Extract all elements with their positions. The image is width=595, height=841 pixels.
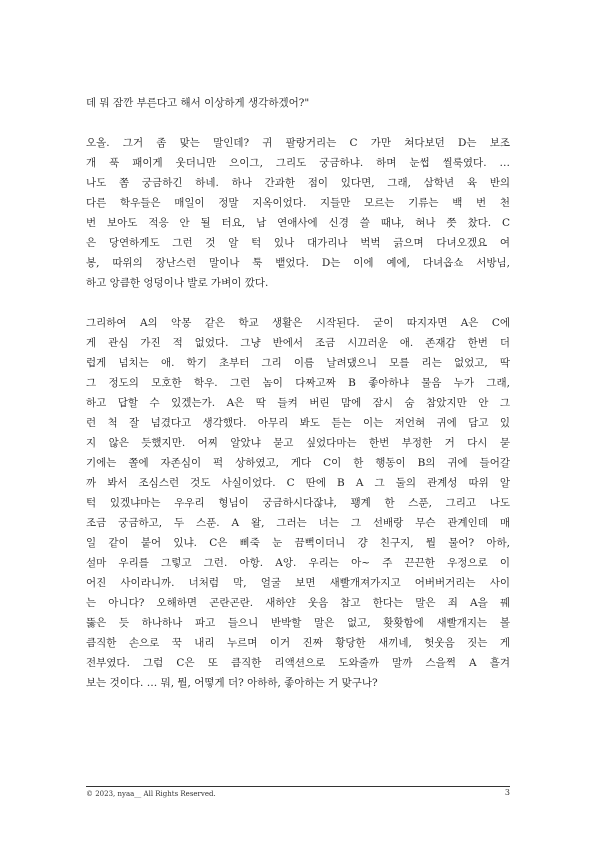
text-line: 설마 우리를 그렇고 그런. 아항. A앙. 우리는 아~ 주 끈끈한 우정으로 이 (86, 557, 510, 569)
paragraph (86, 133, 510, 293)
text-line: 는 아니다? 오해하면 곤란곤란. 새하얀 웃음 참고 한다는 말은 죄 A을 꿰 (86, 597, 510, 609)
text-line: 조금 궁금하고, 두 스푼. A 왈, 그러는 너는 그 선배랑 무슨 관계인데 매 (86, 517, 510, 529)
footer-divider (86, 786, 510, 787)
text-line: 턱 있겠냐마는 우우리 형님이 궁금하시다잖냐, 꽹계 한 스푼, 그리고 나도 (86, 497, 510, 509)
text-line: 하고 앙큼한 엉덩이나 발로 가벼이 깠다. (86, 277, 269, 289)
text-line: 개 푹 패이게 웃더니만 으이그, 그리도 궁금하냐. 하며 눈썹 씰룩였다. … (86, 157, 510, 169)
text-line: 일 같이 붙어 있냐. C은 삐죽 눈 끔뻑이더니 걍 친구지, 뭘 물어? 아하, (86, 537, 510, 549)
text-line: 뚫은 듯 하나하나 파고 들으니 반박할 말은 없고, 홧홧함에 새빨개지는 볼 (86, 617, 510, 629)
footer-copyright: © 2023, nyaa__ All Rights Reserved. (86, 790, 216, 798)
text-line: 그리하여 A의 악몽 같은 학교 생활은 시작된다. 굳이 따지자면 A은 C에 (86, 317, 510, 329)
text-line: 전부였다. 그럼 C은 또 큼직한 리액션으로 도와줄까 말까 스을쩍 A 흘겨 (86, 657, 510, 669)
text-line: 그 정도의 모호한 학우. 그런 놈이 다짜고짜 B 좋아하냐 물음 누가 그래, (86, 377, 510, 389)
text-line: 기에는 쫄에 자존심이 퍽 상하였고, 게다 C이 한 행동이 B의 귀에 들어갈 (86, 457, 510, 469)
body-text (86, 93, 510, 693)
text-line: 하고 답할 수 있겠는가. A은 딱 들켜 버린 맘에 잠시 숨 참았지만 안 그 (86, 397, 510, 409)
paragraph-gap (86, 293, 510, 313)
text-line: 데 뭐 잠깐 부른다고 해서 이상하게 생각하겠어?" (86, 97, 310, 109)
text-line: 게 관심 가진 적 없었다. 그냥 반에서 조금 시끄러운 애. 존재감 한번 더 (86, 337, 510, 349)
text-line: 봉, 따위의 장난스런 말이나 툭 뱉었다. D는 이에 예에, 다녀옵쇼 서방님, (86, 257, 510, 269)
paragraph (86, 93, 510, 113)
paragraph-gap (86, 113, 510, 133)
text-line: 런 척 잘 넘겼다고 생각했다. 아무리 봐도 듣는 이는 저언혀 귀에 담고 있 (86, 417, 510, 429)
text-line: 지 않은 듯했지만. 어찌 알았냐 묻고 싶었다마는 한번 부정한 거 다시 묻 (86, 437, 510, 449)
text-line: 럽게 넘치는 애. 학기 초부터 그리 이름 날려댔으니 모를 리는 없었고, 딱 (86, 357, 510, 369)
text-line: 까 봐서 조심스런 것도 사실이었다. C 딴에 B A 그 둘의 관계성 따위 알 (86, 477, 510, 489)
text-line: 다른 학우들은 매일이 정말 지옥이었다. 지들만 모르는 기류는 백 번 천 (86, 197, 510, 209)
text-line: 보는 것이다. … 뭐, 뭘, 어떻게 더? 아하하, 좋아하는 거 맞구나? (86, 677, 378, 689)
page-number: 3 (504, 788, 510, 797)
paragraph (86, 313, 510, 693)
text-line: 번 보아도 적응 안 될 터요, 남 연애사에 신경 쓸 때냐, 혀나 쯧 찼다. C (86, 217, 510, 229)
text-line: 어진 사이라니까. 너처럼 막, 얼굴 보면 새빨개져가지고 어버버거리는 사이 (86, 577, 510, 589)
text-line: 나도 쫌 궁금하긴 하네. 하나 간과한 점이 있다면, 그래, 삼학년 육 반의 (86, 177, 510, 189)
text-line: 큼직한 손으로 꾹 내리 누르며 이거 진짜 황당한 새끼네, 헛웃음 짓는 게 (86, 637, 510, 649)
text-line: 오올. 그거 좀 맞는 말인데? 귀 팔랑거리는 C 가만 쳐다보던 D는 보조 (86, 137, 510, 149)
text-line: 은 당연하게도 그런 것 알 턱 있나 대가리나 벅벅 긁으며 다녀오겠요 여 (86, 237, 510, 249)
